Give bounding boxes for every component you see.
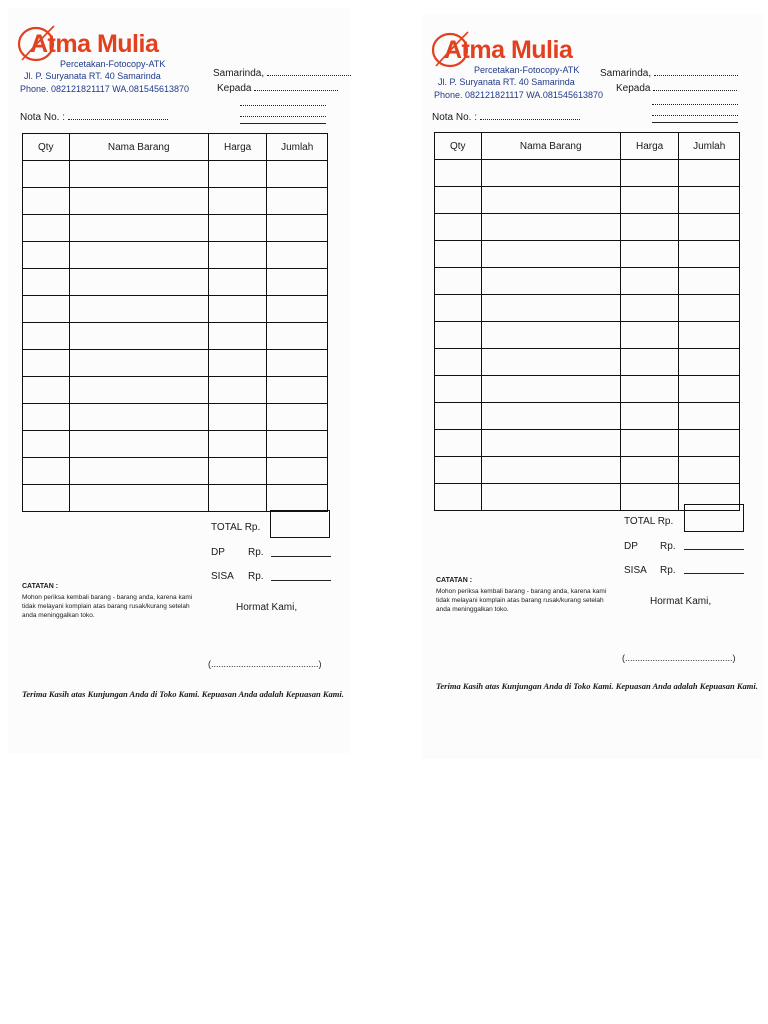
cell-jumlah[interactable] [267,377,328,404]
cell-jumlah[interactable] [267,269,328,296]
brand-name: Atma Mulia [30,30,159,58]
dp-label: DP [211,547,225,558]
cell-harga[interactable] [208,188,267,215]
receipt-left [8,8,350,753]
cell-qty[interactable] [435,403,482,430]
sisa-label: SISA [624,565,647,576]
cell-nama-barang[interactable] [481,160,620,187]
items-table [434,132,740,511]
cell-qty[interactable] [435,349,482,376]
cell-qty[interactable] [23,269,70,296]
cell-jumlah[interactable] [267,296,328,323]
cell-qty[interactable] [435,484,482,511]
sisa-line[interactable] [684,573,744,574]
sisa-rp-label: Rp. [660,565,676,576]
cell-harga[interactable] [620,349,679,376]
col-qty: Qty [435,133,482,160]
cell-nama-barang[interactable] [481,349,620,376]
cell-qty[interactable] [435,430,482,457]
cell-harga[interactable] [620,241,679,268]
cell-nama-barang[interactable] [481,322,620,349]
cell-nama-barang[interactable] [69,296,208,323]
col-harga: Harga [620,133,679,160]
cell-jumlah[interactable] [679,214,740,241]
col-nama-barang: Nama Barang [69,134,208,161]
cell-harga[interactable] [620,214,679,241]
cell-nama-barang[interactable] [69,404,208,431]
recipient-line-3 [652,115,738,116]
col-harga: Harga [208,134,267,161]
table-row [435,160,740,187]
header-rule [240,123,326,124]
cell-qty[interactable] [435,457,482,484]
city-field[interactable] [213,66,351,79]
cell-nama-barang[interactable] [69,323,208,350]
cell-nama-barang[interactable] [69,431,208,458]
thanks-text: Terima Kasih atas Kunjungan Anda di Toko Kami. Kepuasan Anda adalah Kepuasan Kami. [22,689,344,699]
cell-harga[interactable] [620,268,679,295]
dp-line[interactable] [684,549,744,550]
table-row [23,458,328,485]
cell-qty[interactable] [435,214,482,241]
table-row [23,188,328,215]
cell-jumlah[interactable] [267,188,328,215]
items-body [435,160,740,511]
cell-qty[interactable] [435,160,482,187]
cell-qty[interactable] [23,431,70,458]
cell-nama-barang[interactable] [69,242,208,269]
cell-qty[interactable] [435,322,482,349]
table-row [23,404,328,431]
cell-qty[interactable] [435,241,482,268]
recipient-line-2 [240,105,326,106]
cell-qty[interactable] [23,350,70,377]
brand-phone: Phone. 082121821117 WA.081545613870 [20,84,189,94]
dp-rp-label: Rp. [248,547,264,558]
cell-jumlah[interactable] [267,215,328,242]
cell-qty[interactable] [23,296,70,323]
table-row [23,323,328,350]
cell-harga[interactable] [620,160,679,187]
cell-jumlah[interactable] [679,322,740,349]
cell-nama-barang[interactable] [69,215,208,242]
col-qty: Qty [23,134,70,161]
cell-jumlah[interactable] [679,295,740,322]
cell-qty[interactable] [23,485,70,512]
table-row [435,322,740,349]
cell-harga[interactable] [208,242,267,269]
cell-qty[interactable] [23,458,70,485]
cell-jumlah[interactable] [267,458,328,485]
cell-harga[interactable] [208,296,267,323]
city-label: Samarinda, [600,68,652,79]
table-row [23,431,328,458]
cell-jumlah[interactable] [679,160,740,187]
cell-jumlah[interactable] [679,430,740,457]
cell-nama-barang[interactable] [69,458,208,485]
cell-harga[interactable] [208,269,267,296]
cell-qty[interactable] [23,215,70,242]
brand-address: Jl. P. Suryanata RT. 40 Samarinda [24,71,161,81]
regards-text: Hormat Kami, [650,596,712,607]
cell-qty[interactable] [23,323,70,350]
cell-nama-barang[interactable] [481,403,620,430]
nota-label: Nota No. : [20,112,66,123]
nota-field[interactable] [20,110,168,123]
cell-nama-barang[interactable] [481,214,620,241]
cell-qty[interactable] [23,404,70,431]
notes-title: CATATAN : [436,577,473,584]
nota-field[interactable] [432,110,580,123]
cell-jumlah[interactable] [679,457,740,484]
cell-jumlah[interactable] [267,485,328,512]
cell-harga[interactable] [208,323,267,350]
table-row [23,269,328,296]
cell-harga[interactable] [208,215,267,242]
regards-text: Hormat Kami, [236,602,298,613]
cell-jumlah[interactable] [267,242,328,269]
col-nama-barang: Nama Barang [481,133,620,160]
cell-jumlah[interactable] [679,187,740,214]
cell-nama-barang[interactable] [481,187,620,214]
table-row [23,296,328,323]
cell-jumlah[interactable] [679,241,740,268]
table-row [435,214,740,241]
total-label: TOTAL Rp. [211,522,261,533]
cell-harga[interactable] [208,377,267,404]
cell-nama-barang[interactable] [481,430,620,457]
sisa-rp-label: Rp. [248,571,264,582]
cell-nama-barang[interactable] [69,269,208,296]
cell-nama-barang[interactable] [481,295,620,322]
brand-address: Jl. P. Suryanata RT. 40 Samarinda [438,77,575,87]
cell-jumlah[interactable] [267,350,328,377]
city-field[interactable] [600,66,738,79]
cell-harga[interactable] [620,322,679,349]
sisa-label: SISA [211,571,234,582]
cell-nama-barang[interactable] [69,485,208,512]
dp-rp-label: Rp. [660,541,676,552]
cell-harga[interactable] [620,295,679,322]
cell-harga[interactable] [208,485,267,512]
recipient-label: Kepada [616,83,651,94]
notes-title: CATATAN : [22,583,59,590]
cell-qty[interactable] [23,242,70,269]
items-body [23,161,328,512]
cell-nama-barang[interactable] [69,350,208,377]
sisa-line[interactable] [271,580,331,581]
table-row [23,377,328,404]
table-row [435,349,740,376]
col-jumlah: Jumlah [679,133,740,160]
brand-tagline: Percetakan-Fotocopy-ATK [60,59,166,69]
cell-qty[interactable] [435,376,482,403]
thanks-text: Terima Kasih atas Kunjungan Anda di Toko Kami. Kepuasan Anda adalah Kepuasan Kami. [436,681,758,691]
cell-nama-barang[interactable] [481,241,620,268]
receipt-right [422,14,764,759]
recipient-field[interactable] [616,81,737,94]
table-row [435,187,740,214]
header-rule [652,122,738,123]
cell-qty[interactable] [23,161,70,188]
cell-harga[interactable] [620,457,679,484]
signature-line[interactable]: (...........................................) [622,653,736,663]
recipient-line-3 [240,116,326,117]
cell-harga[interactable] [620,187,679,214]
cell-harga[interactable] [620,430,679,457]
cell-harga[interactable] [208,431,267,458]
cell-harga[interactable] [208,404,267,431]
cell-harga[interactable] [620,376,679,403]
dp-label: DP [624,541,638,552]
total-label: TOTAL Rp. [624,516,674,527]
cell-jumlah[interactable] [267,431,328,458]
cell-qty[interactable] [23,377,70,404]
cell-harga[interactable] [208,458,267,485]
table-row [435,457,740,484]
nota-label: Nota No. : [432,112,478,123]
cell-jumlah[interactable] [267,404,328,431]
brand-phone: Phone. 082121821117 WA.081545613870 [434,90,603,100]
table-row [23,242,328,269]
notes-text: Mohon periksa kembali barang - barang anda, karena kami tidak melayani komplain atas barang rusak/kurang setelah anda meninggalkan toko. [436,588,607,613]
table-row [435,241,740,268]
total-box[interactable] [684,504,744,532]
table-row [435,403,740,430]
cell-nama-barang[interactable] [481,457,620,484]
table-row [23,215,328,242]
cell-jumlah[interactable] [679,349,740,376]
cell-harga[interactable] [620,484,679,511]
cell-qty[interactable] [435,187,482,214]
cell-jumlah[interactable] [679,376,740,403]
table-row [23,485,328,512]
cell-harga[interactable] [208,161,267,188]
cell-qty[interactable] [23,188,70,215]
notes-text: Mohon periksa kembali barang - barang anda, karena kami tidak melayani komplain atas barang rusak/kurang setelah anda meninggalkan toko. [22,594,193,619]
cell-nama-barang[interactable] [481,268,620,295]
cell-nama-barang[interactable] [69,161,208,188]
cell-jumlah[interactable] [267,161,328,188]
cell-nama-barang[interactable] [69,377,208,404]
col-jumlah: Jumlah [267,134,328,161]
cell-jumlah[interactable] [267,323,328,350]
city-label: Samarinda, [213,68,265,79]
recipient-line-2 [652,104,738,105]
table-row [435,430,740,457]
cell-harga[interactable] [208,350,267,377]
brand-name: Atma Mulia [444,36,573,64]
brand-tagline: Percetakan-Fotocopy-ATK [474,65,580,75]
recipient-field[interactable] [217,81,338,94]
cell-jumlah[interactable] [679,403,740,430]
signature-line[interactable]: (...........................................) [208,659,322,669]
table-row [435,376,740,403]
cell-nama-barang[interactable] [481,376,620,403]
cell-harga[interactable] [620,403,679,430]
items-table [22,133,328,512]
cell-qty[interactable] [435,268,482,295]
table-row [23,350,328,377]
cell-qty[interactable] [435,295,482,322]
table-row [23,161,328,188]
cell-jumlah[interactable] [679,268,740,295]
cell-nama-barang[interactable] [69,188,208,215]
cell-nama-barang[interactable] [481,484,620,511]
dp-line[interactable] [271,556,331,557]
total-box[interactable] [270,510,330,538]
table-row [435,295,740,322]
table-row [435,268,740,295]
recipient-label: Kepada [217,83,252,94]
